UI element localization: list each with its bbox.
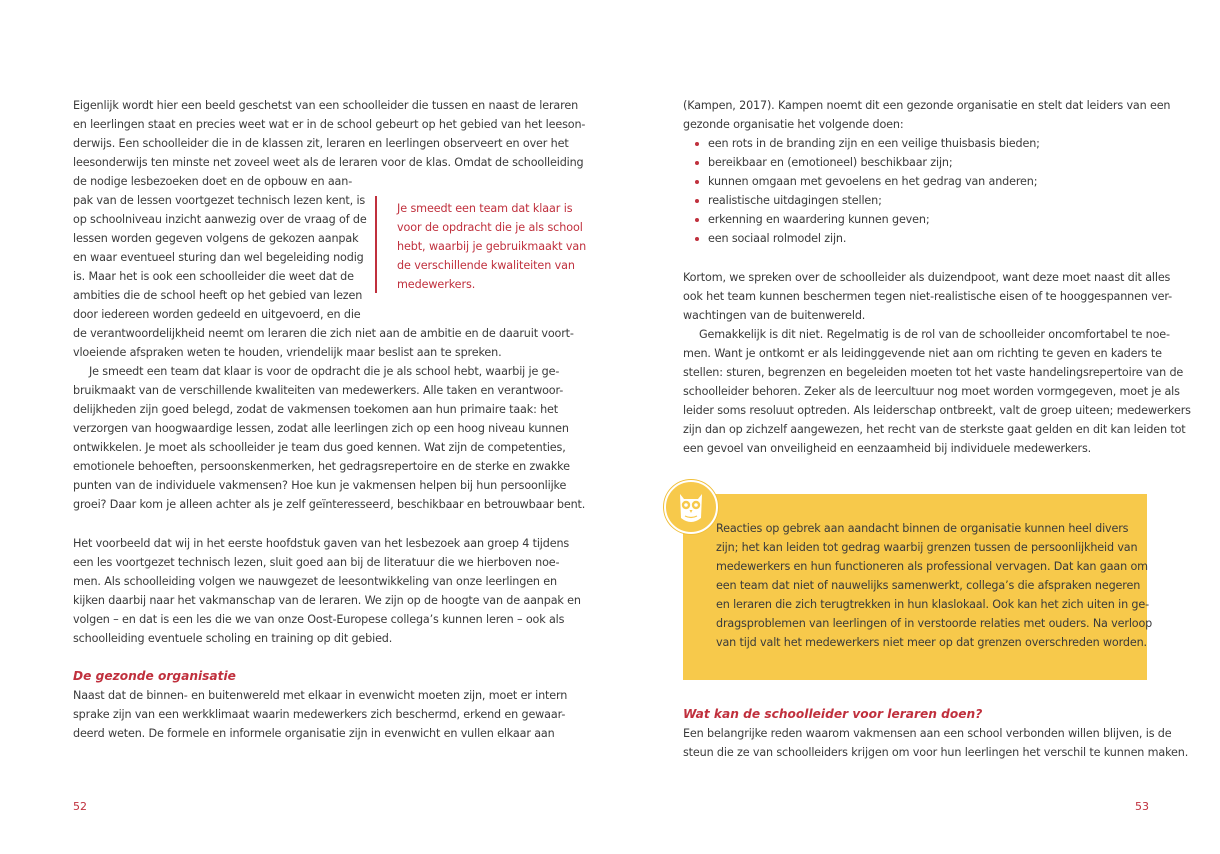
text-line: delijkheden zijn goed belegd, zodat de vakmensen toekomen aan hun primaire taak: het xyxy=(73,403,559,416)
list-item-text: een rots in de branding zijn en een veilige thuisbasis bieden; xyxy=(708,137,1040,150)
bullet-icon xyxy=(695,180,699,184)
bullet-icon xyxy=(695,218,699,222)
text-line: ook het team kunnen beschermen tegen niet-realistische eisen of te hooggespannen ver- xyxy=(683,290,1173,303)
text-line: stellen: sturen, begrenzen en begeleiden moeten tot het vaste handelingsrepertoire van de xyxy=(683,366,1184,379)
text-line: (Kampen, 2017). Kampen noemt dit een gezonde organisatie en stelt dat leiders van een xyxy=(683,99,1171,112)
text-line: pak van de lessen voortgezet technisch lezen kent, is xyxy=(73,194,366,207)
pull-quote-line: hebt, waarbij je gebruikmaakt van xyxy=(397,240,587,253)
text-line: een les voortgezet technisch lezen, sluit goed aan bij de literatuur die we hierboven noe- xyxy=(73,556,560,569)
text-line: door iedereen worden gedeeld en uitgevoerd, en die xyxy=(73,308,361,321)
text-line: sprake zijn van een werkklimaat waarin medewerkers zich beschermd, erkend en gewaar- xyxy=(73,708,566,721)
section-heading: Wat kan de schoolleider voor leraren doen? xyxy=(683,707,983,721)
text-line: leesonderwijs ten minste net zoveel weet als de leraren voor de klas. Omdat de schoolleiding xyxy=(73,156,584,169)
text-line: leider soms resoluut optreden. Als leiderschap ontbreekt, valt de groep uiteen; medewerkers xyxy=(683,404,1191,417)
pull-quote-line: de verschillende kwaliteiten van xyxy=(397,259,575,272)
text-line: vloeiende afspraken weten te houden, vriendelijk maar beslist aan te spreken. xyxy=(73,346,502,359)
text-line: Het voorbeeld dat wij in het eerste hoofdstuk gaven van het lesbezoek aan groep 4 tijdens xyxy=(73,537,570,550)
text-line: ambities die de school heeft op het gebied van lezen xyxy=(73,289,363,302)
text-line: een gevoel van onveiligheid en eenzaamheid bij individuele medewerkers. xyxy=(683,442,1092,455)
text-line: men. Want je ontkomt er als leidinggevende niet aan om richting te geven en kaders te xyxy=(683,347,1162,360)
text-line: is. Maar het is ook een schoolleider die weet dat de xyxy=(73,270,354,283)
pull-quote-rule xyxy=(375,196,377,293)
text-line: Een belangrijke reden waarom vakmensen aan een school verbonden willen blijven, is de xyxy=(683,727,1172,740)
callout-line: medewerkers en hun functioneren als professional vervagen. Dat kan gaan om xyxy=(716,560,1148,573)
list-item-text: realistische uitdagingen stellen; xyxy=(708,194,882,207)
text-line: verzorgen van hoogwaardige lessen, zodat alle leerlingen zich op een hoog niveau kunnen xyxy=(73,422,569,435)
bullet-icon xyxy=(695,161,699,165)
text-line: Gemakkelijk is dit niet. Regelmatig is de rol van de schoolleider oncomfortabel te noe- xyxy=(699,328,1170,341)
callout-line: dragsproblemen van leerlingen of in verstoorde relaties met ouders. Na verloop xyxy=(716,617,1153,630)
text-line: Je smeedt een team dat klaar is voor de opdracht die je als school hebt, waarbij je ge- xyxy=(89,365,560,378)
callout-line: Reacties op gebrek aan aandacht binnen de organisatie kunnen heel divers xyxy=(716,522,1129,535)
callout-line: van tijd valt het medewerkers niet meer op dat grenzen overschreden worden. xyxy=(716,636,1147,649)
text-line: steun die ze van schoolleiders krijgen om voor hun leerlingen het verschil te kunnen maken. xyxy=(683,746,1189,759)
text-line: gezonde organisatie het volgende doen: xyxy=(683,118,904,131)
text-line: emotionele behoeften, persoonskenmerken, het gedragsrepertoire en de sterke en zwakke xyxy=(73,460,570,473)
pull-quote-line: voor de opdracht die je als school xyxy=(397,221,583,234)
page-number: 52 xyxy=(73,800,87,813)
text-line: de nodige lesbezoeken doet en de opbouw en aan- xyxy=(73,175,353,188)
text-line: schoolleiding eventuele scholing en training op dit gebied. xyxy=(73,632,393,645)
right-page xyxy=(610,0,1220,854)
text-line: bruikmaakt van de verschillende kwaliteiten van medewerkers. Alle taken en verantwoor- xyxy=(73,384,564,397)
text-line: volgen – en dat is een les die we van onze Oost-Europese collega’s kunnen leren – ook als xyxy=(73,613,565,626)
bullet-icon xyxy=(695,142,699,146)
text-line: ontwikkelen. Je moet als schoolleider je team dus goed kennen. Wat zijn de competenties, xyxy=(73,441,566,454)
callout-box xyxy=(683,494,1153,680)
text-line: en waar eventueel sturing dan wel begeleiding nodig xyxy=(73,251,364,264)
bullet-icon xyxy=(695,199,699,203)
text-line: en leerlingen staat en precies weet wat er in de school gebeurt op het gebied van het leeson- xyxy=(73,118,586,131)
text-line: punten van de individuele vakmensen? Hoe kun je vakmensen helpen bij hun persoonlijke xyxy=(73,479,567,492)
text-line: kijken daarbij naar het vakmanschap van de leraren. We zijn op de hoogte van de aanpak en xyxy=(73,594,581,607)
list-item-text: erkenning en waardering kunnen geven; xyxy=(708,213,930,226)
list-item-text: een sociaal rolmodel zijn. xyxy=(708,232,847,245)
text-line: op schoolniveau inzicht aanwezig over de vraag of de xyxy=(73,213,367,226)
text-line: schoolleider behoren. Zeker als de leercultuur nog moet worden vormgegeven, moet je als xyxy=(683,385,1180,398)
bullet-icon xyxy=(695,237,699,241)
section-heading: De gezonde organisatie xyxy=(73,669,236,683)
text-line: wachtingen van de buitenwereld. xyxy=(683,309,866,322)
text-line: Kortom, we spreken over de schoolleider als duizendpoot, want deze moet naast dit alles xyxy=(683,271,1171,284)
callout-line: en leraren die zich terugtrekken in hun klaslokaal. Ook kan het zich uiten in ge- xyxy=(716,598,1149,611)
list-item-text: bereikbaar en (emotioneel) beschikbaar zijn; xyxy=(708,156,953,169)
text-line: zijn dan op zichzelf aangewezen, het recht van de sterkste gaat gelden en dit kan leiden tot xyxy=(683,423,1186,436)
callout-line: een team dat niet of nauwelijks samenwerkt, collega’s die afspraken negeren xyxy=(716,579,1141,592)
callout-line: zijn; het kan leiden tot gedrag waarbij grenzen tussen de persoonlijkheid van xyxy=(716,541,1138,554)
text-line: deerd weten. De formele en informele organisatie zijn in evenwicht en vullen elkaar aan xyxy=(73,727,555,740)
text-line: lessen worden gegeven volgens de gekozen aanpak xyxy=(73,232,359,245)
text-line: groei? Daar kom je alleen achter als je zelf geïnteresseerd, beschikbaar en betrouwbaar bent. xyxy=(73,498,586,511)
text-line: men. Als schoolleiding volgen we nauwgezet de leesontwikkeling van onze leerlingen en xyxy=(73,575,557,588)
pull-quote-line: medewerkers. xyxy=(397,278,476,291)
list-item-text: kunnen omgaan met gevoelens en het gedrag van anderen; xyxy=(708,175,1038,188)
text-line: Eigenlijk wordt hier een beeld geschetst van een schoolleider die tussen en naast de leraren xyxy=(73,99,579,112)
pull-quote-line: Je smeedt een team dat klaar is xyxy=(397,202,573,215)
text-line: de verantwoordelijkheid neemt om leraren die zich niet aan de ambitie en de daaruit voort- xyxy=(73,327,574,340)
text-line: Naast dat de binnen- en buitenwereld met elkaar in evenwicht moeten zijn, moet er intern xyxy=(73,689,568,702)
page-number: 53 xyxy=(1135,800,1149,813)
owl-icon xyxy=(664,480,718,534)
text-line: derwijs. Een schoolleider die in de klassen zit, leraren en leerlingen observeert en over het xyxy=(73,137,569,150)
